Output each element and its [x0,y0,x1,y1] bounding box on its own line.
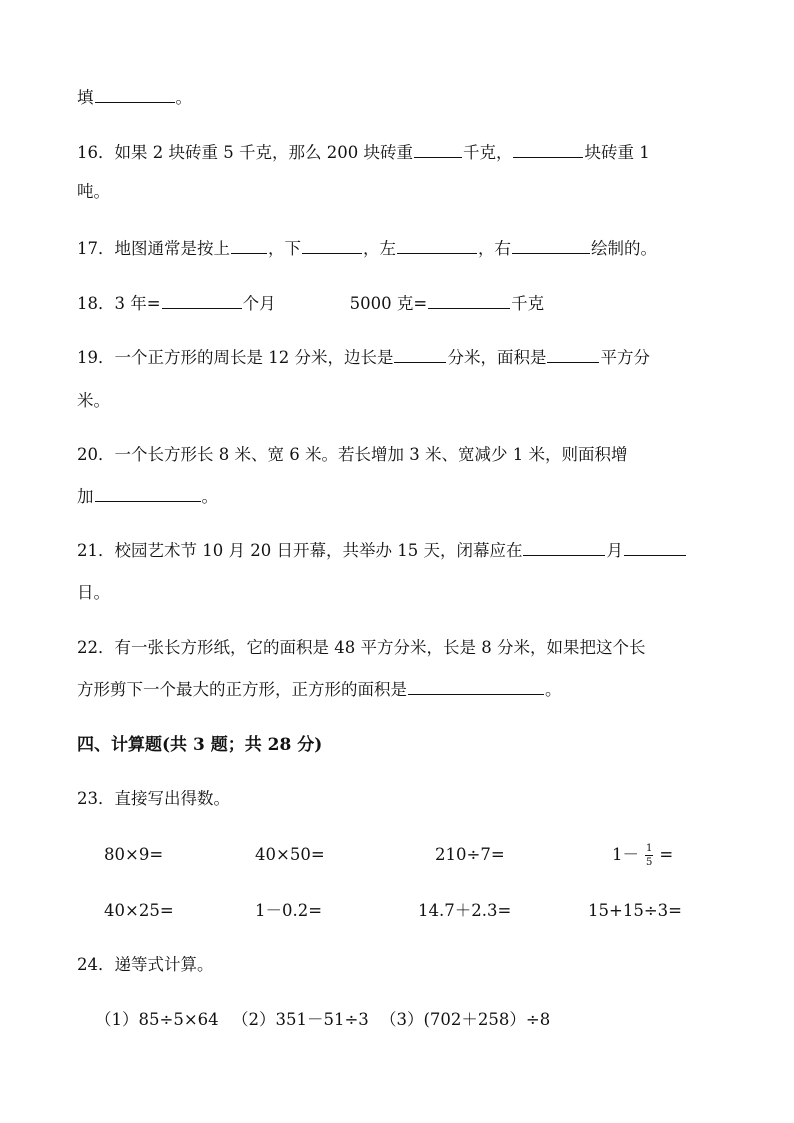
q22-line1 [77,636,645,660]
section-4-heading: 四、计算题(共 3 题；共 28 分) [77,735,323,755]
q19-text-b: 分米，面积是 [447,348,547,367]
q23-item-2: 40×50= [255,845,325,864]
q17-line [77,237,657,261]
q17-text-c: ，左 [363,239,396,258]
q20-text-b: 加 [77,487,94,506]
q16-blank-2[interactable] [513,141,583,158]
q16-line1 [77,141,650,165]
q21-text-c: 日。 [77,583,110,602]
q24-title: 24．递等式计算。 [77,955,214,974]
q23-item-4 [612,843,673,868]
q19-text-a: 19．一个正方形的周长是 12 分米，边长是 [77,348,394,367]
q18-text-a: 18．3 年= [77,294,161,313]
q22-text-b: 方形剪下一个最大的正方形，正方形的面积是 [77,680,407,699]
q23-frac-num: 1 [646,843,653,854]
q16-text-a: 16．如果 2 块砖重 5 千克，那么 200 块砖重 [77,143,413,162]
q22-answer-blank[interactable] [408,678,544,695]
q17-blank-left[interactable] [397,237,477,254]
q16-text-d: 吨。 [77,182,110,201]
q16-text-c: 块砖重 1 [584,143,650,162]
q18-blank-kg[interactable] [428,292,510,309]
q19-line1 [77,346,650,370]
q21-text-a: 21．校园艺术节 10 月 20 日开幕，共举办 15 天，闭幕应在 [77,541,523,560]
q16-blank-1[interactable] [414,141,462,158]
q17-blank-down[interactable] [302,237,362,254]
q19-blank-area[interactable] [547,346,599,363]
q23-item-1: 80×9= [104,845,164,864]
q17-blank-right[interactable] [512,237,590,254]
q21-blank-day[interactable] [624,539,686,556]
q23-item-7: 14.7＋2.3= [418,901,512,920]
q19-text-d: 米。 [77,391,110,410]
q15-tail-end: 。 [175,88,192,107]
q23-frac-den: 5 [646,857,653,868]
q24-item-1: （1）85÷5×64 [95,1010,219,1029]
q23-frac-left: 1－ [612,845,639,864]
q23-title: 23．直接写出得数。 [77,789,230,808]
q21-line1 [77,539,687,563]
q20-line2 [77,485,218,509]
q20-line1 [77,443,627,467]
q23-fraction [645,843,653,868]
q17-blank-up[interactable] [231,237,267,254]
q17-text-e: 绘制的。 [591,239,657,258]
q22-text-a: 22．有一张长方形纸，它的面积是 48 平方分米，长是 8 分米，如果把这个长 [77,638,646,657]
q18-text-b: 个月 [242,294,276,313]
q18-blank-months[interactable] [162,292,242,309]
q20-text-c: 。 [201,487,218,506]
q23-frac-right: = [659,845,674,864]
q17-text-d: ，右 [478,239,511,258]
q21-blank-month[interactable] [523,539,605,556]
q16-text-b: 千克， [462,143,513,162]
q23-item-3: 210÷7= [435,845,505,864]
q21-line2 [77,581,110,605]
q18-text-d: 千克 [511,294,545,313]
q16-line2 [77,180,110,204]
q19-text-c: 平方分 [600,348,650,367]
q22-line2 [77,678,562,702]
q23-item-8: 15+15÷3= [588,901,682,920]
q18-text-c: 5000 克= [349,294,428,313]
q19-line2 [77,389,110,413]
q20-text-a: 20．一个长方形长 8 米、宽 6 米。若长增加 3 米、宽减少 1 米，则面积增 [77,445,628,464]
q21-text-b: 月 [606,541,623,560]
q17-text-a: 17．地图通常是按上 [77,239,230,258]
q22-text-c: 。 [545,680,562,699]
q15-answer-blank[interactable] [95,86,175,103]
q23-item-5: 40×25= [104,901,174,920]
q15-tail-text: 填 [77,88,94,107]
q18-line [77,292,544,316]
q23-item-6: 1－0.2= [255,901,323,920]
q20-answer-blank[interactable] [95,485,201,502]
q15-tail [77,86,192,110]
q19-blank-side[interactable] [394,346,446,363]
q17-text-b: ，下 [268,239,301,258]
q24-item-2: （2）351－51÷3 [232,1010,369,1029]
q24-item-3: （3）(702＋258）÷8 [380,1010,551,1029]
